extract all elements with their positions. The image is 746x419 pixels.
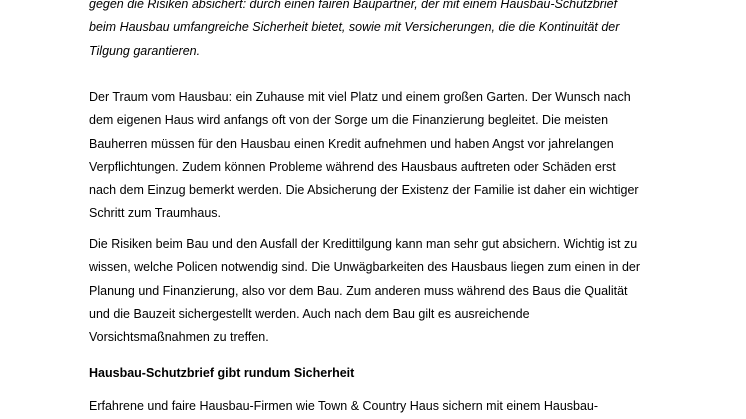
intro-line: gegen die Risiken absichert: durch einen fairen Baupartner, der mit einem Hausbau-Schutzbrief	[89, 0, 618, 11]
paragraph-line: Schritt zum Traumhaus.	[89, 206, 221, 221]
paragraph-line: Verpflichtungen. Zudem können Probleme während des Hausbaus auftreten oder Schäden erst	[89, 159, 616, 174]
intro-line: Tilgung garantieren.	[89, 43, 201, 58]
paragraph-line: Die Risiken beim Bau und den Ausfall der Kredittilgung kann man sehr gut absichern. Wichtig ist zu	[89, 237, 638, 251]
paragraph-line: Planung und Finanzierung, also vor dem Bau. Zum anderen muss während des Baus die Qualität	[89, 283, 628, 298]
paragraph-line: wissen, welche Policen notwendig sind. Die Unwägbarkeiten des Hausbaus liegen zum einen in der	[89, 260, 641, 275]
paragraph-line: Vorsichtsmaßnahmen zu treffen.	[89, 330, 269, 345]
paragraph-line: dem eigenen Haus wird anfangs oft von der Sorge um die Finanzierung begleitet. Die meisten	[89, 113, 609, 128]
paragraph-line: nach dem Einzug bemerkt werden. Die Absicherung der Existenz der Familie ist daher ein wichtiger	[89, 183, 639, 198]
paragraph-line: Der Traum vom Hausbau: ein Zuhause mit viel Platz und einem großen Garten. Der Wunsch nach	[89, 90, 631, 104]
paragraph-protection-letter	[89, 395, 693, 418]
intro-line: beim Hausbau umfangreiche Sicherheit bietet, sowie mit Versicherungen, die die Kontinuität der	[89, 20, 620, 35]
paragraph-line: Bauherren müssen für den Hausbau einen Kredit aufnehmen und haben Angst vor jahrelangen	[89, 136, 614, 151]
paragraph-dream-house	[89, 86, 693, 226]
paragraph-line: und die Bauzeit sichergestellt werden. Auch nach dem Bau gilt es ausreichende	[89, 306, 530, 321]
paragraph-line: Erfahrene und faire Hausbau-Firmen wie Town & Country Haus sichern mit einem Hausbau-	[89, 399, 599, 413]
paragraph-risks	[89, 233, 693, 349]
section-heading: Hausbau-Schutzbrief gibt rundum Sicherheit	[89, 366, 355, 380]
intro-paragraph	[89, 0, 693, 63]
